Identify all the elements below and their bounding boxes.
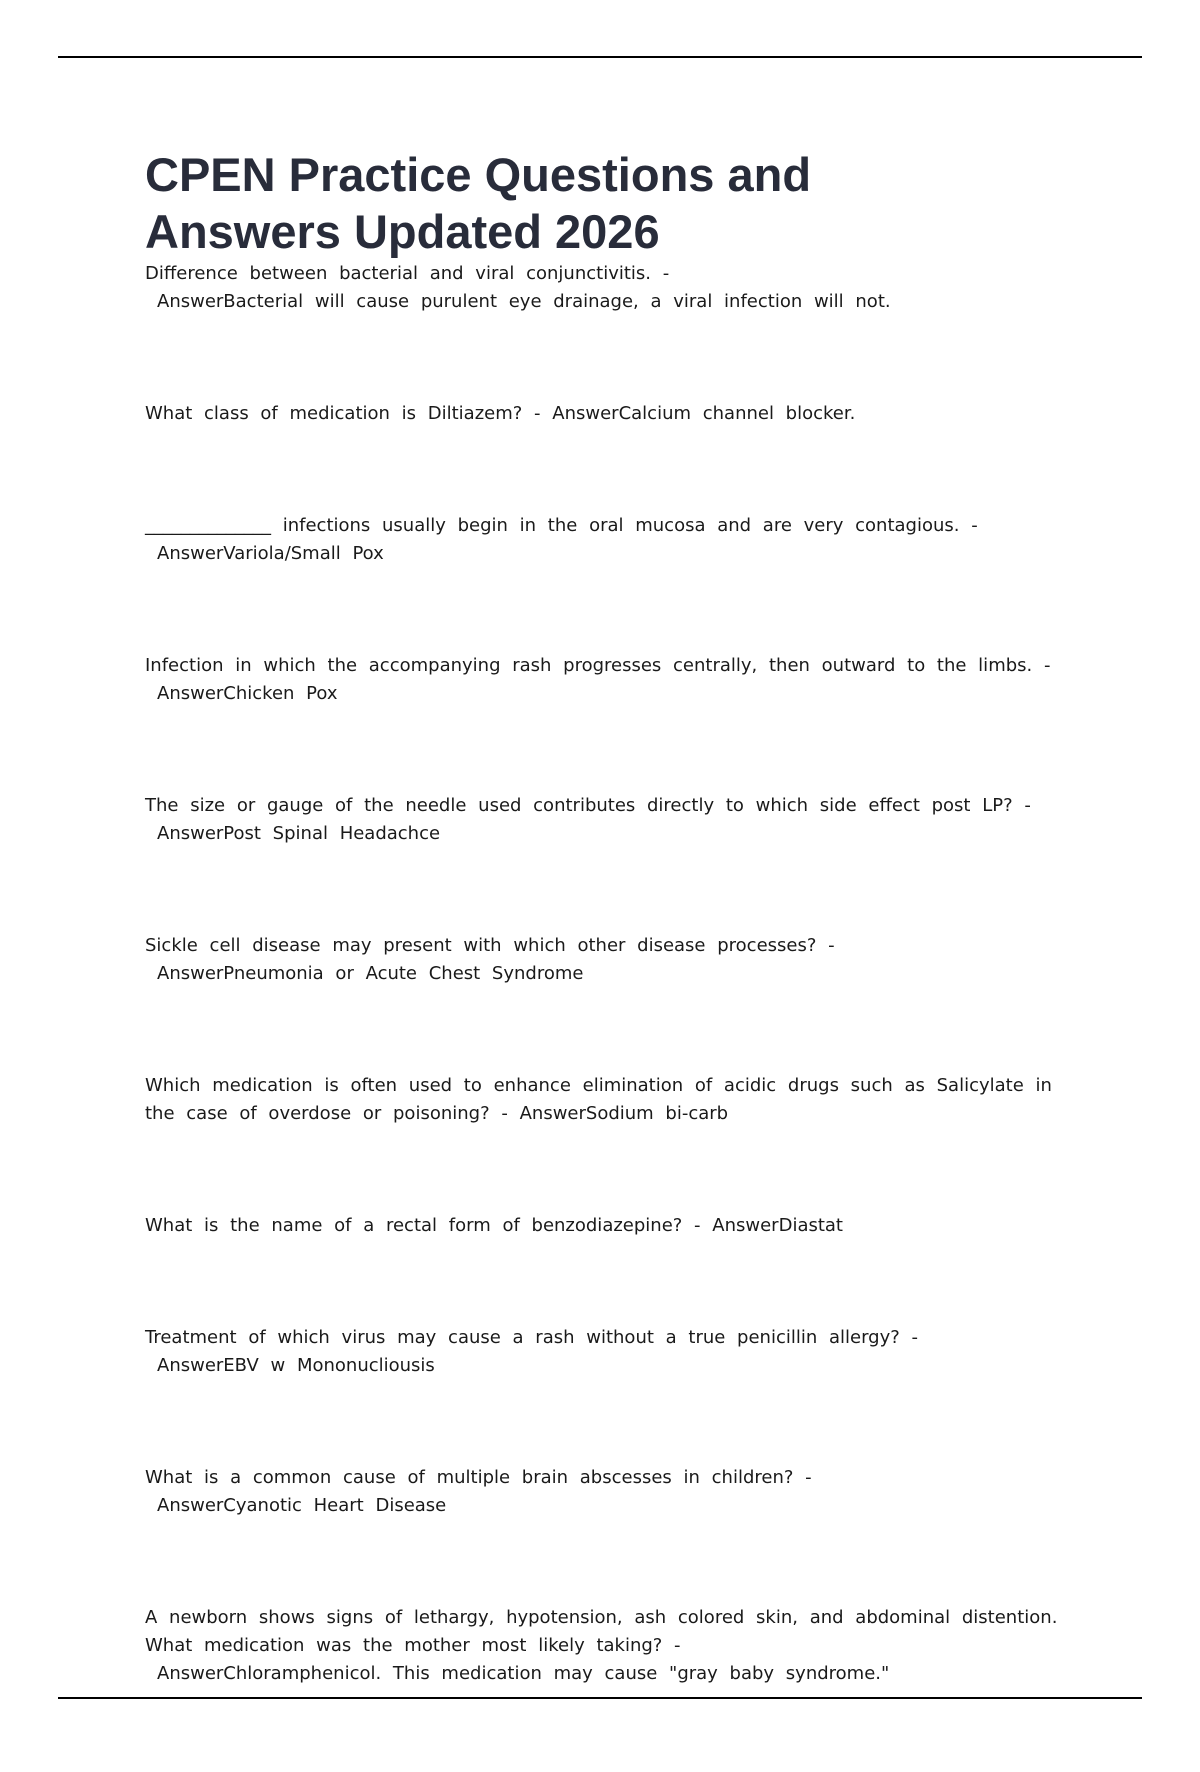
- answer-text: AnswerDiastat: [712, 1215, 843, 1236]
- top-rule: [58, 56, 1142, 58]
- document-body: [145, 146, 1060, 1772]
- qa-item: [145, 792, 1060, 848]
- qa-item: [145, 400, 1060, 428]
- answer-text: AnswerBacterial will cause purulent eye drainage, a viral infection will not.: [157, 291, 891, 312]
- question-text: Treatment of which virus may cause a rash without a true penicillin allergy? -: [145, 1327, 919, 1348]
- question-text: What is the name of a rectal form of benzodiazepine? -: [145, 1215, 701, 1236]
- qa-item: [145, 1604, 1060, 1688]
- qa-item: [145, 652, 1060, 708]
- qa-item: [145, 932, 1060, 988]
- bottom-rule: [58, 1697, 1142, 1699]
- question-text: A newborn shows signs of lethargy, hypotension, ash colored skin, and abdominal distention. What medication was the mother most likely taking? -: [145, 1607, 1058, 1656]
- question-text: What is a common cause of multiple brain abscesses in children? -: [145, 1467, 812, 1488]
- question-text: Which medication is often used to enhance elimination of acidic drugs such as Salicylate in the case of overdose or poisoning? -: [145, 1075, 1052, 1124]
- answer-text: AnswerCalcium channel blocker.: [552, 403, 856, 424]
- question-text: Infection in which the accompanying rash progresses centrally, then outward to the limbs. -: [145, 655, 1051, 676]
- answer-text: AnswerCyanotic Heart Disease: [157, 1495, 447, 1516]
- answer-text: AnswerVariola/Small Pox: [157, 543, 384, 564]
- answer-text: AnswerSodium bi-carb: [519, 1103, 729, 1124]
- answer-text: AnswerPost Spinal Headachce: [157, 823, 441, 844]
- title-line-1: CPEN Practice Questions and: [145, 148, 812, 201]
- question-text: Sickle cell disease may present with which other disease processes? -: [145, 935, 835, 956]
- title-line-2: Answers Updated 2026: [145, 205, 660, 258]
- qa-item: [145, 1464, 1060, 1520]
- question-text: Difference between bacterial and viral conjunctivitis. -: [145, 263, 670, 284]
- qa-item: [145, 1212, 1060, 1240]
- answer-text: AnswerPneumonia or Acute Chest Syndrome: [157, 963, 584, 984]
- answer-text: AnswerChloramphenicol. This medication may cause "gray baby syndrome.": [157, 1663, 890, 1684]
- qa-item: [145, 1072, 1060, 1128]
- qa-item: [145, 512, 1060, 568]
- question-text: The size or gauge of the needle used contributes directly to which side effect post LP? -: [145, 795, 1031, 816]
- question-text: ______________ infections usually begin in the oral mucosa and are very contagious. -: [145, 515, 978, 536]
- question-text: What class of medication is Diltiazem? -: [145, 403, 541, 424]
- answer-text: AnswerChicken Pox: [157, 683, 338, 704]
- answer-text: AnswerEBV w Mononucliousis: [157, 1355, 435, 1376]
- qa-item: [145, 260, 1060, 316]
- qa-item: [145, 1324, 1060, 1380]
- document-title: [145, 146, 1060, 260]
